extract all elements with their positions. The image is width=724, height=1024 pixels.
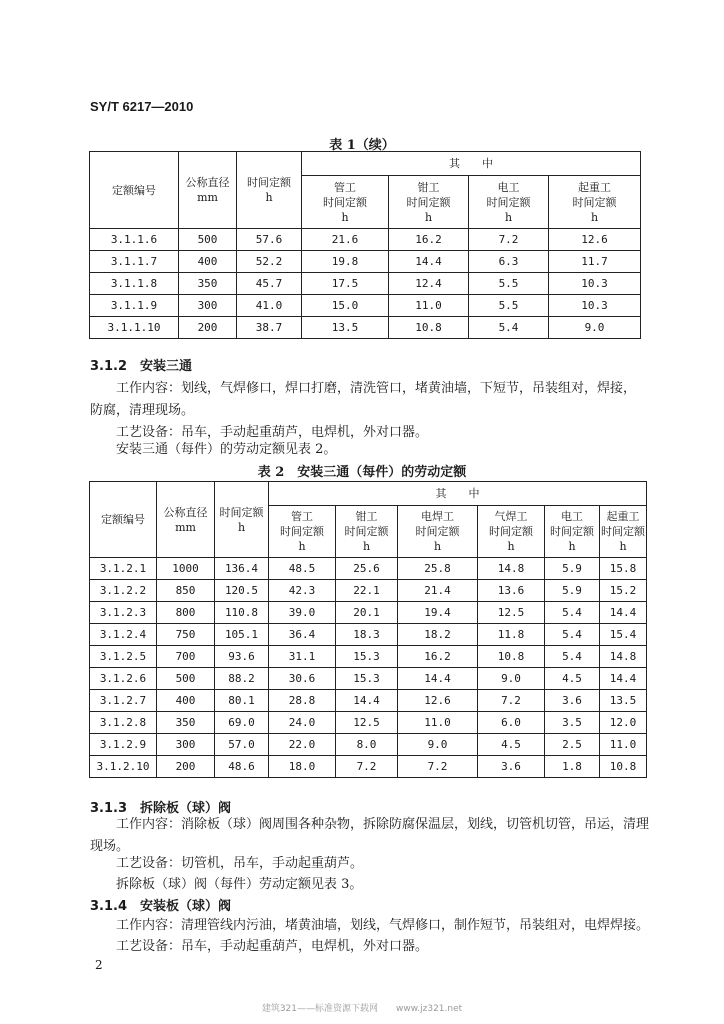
section-3-1-3-work: 工作内容：消除板（球）阀周围各种杂物，拆除防腐保温层，划线，切管机切管，吊运，清理现场。 [90, 817, 650, 854]
table-cell: 850 [157, 580, 215, 602]
header-text: h [504, 210, 513, 224]
table-cell: 42.3 [269, 580, 336, 602]
table-cell: 200 [179, 317, 237, 339]
table-cell: 5.5 [469, 273, 549, 295]
header-text: h [424, 210, 433, 224]
header-text: 钳工 [417, 180, 440, 194]
header-text: 时间定额 [247, 176, 291, 189]
table-cell: 30.6 [269, 668, 336, 690]
table-cell: 12.0 [600, 712, 647, 734]
table-cell: 14.4 [600, 602, 647, 624]
header-text: 管工 [291, 510, 313, 523]
header-cell-trade [398, 506, 478, 558]
table-cell: 8.0 [336, 734, 398, 756]
table-row [90, 624, 647, 646]
quota-code-cell: 3.1.2.10 [90, 756, 157, 778]
header-text: 时间定额 [415, 525, 460, 538]
section-3-1-2-work: 工作内容：划线，气焊修口，焊口打磨，清洗管口，堵黄油墙，下短节，吊装组对，焊接，防腐，清理现场。 [90, 381, 637, 418]
table-cell: 3.6 [478, 756, 545, 778]
table-cell: 20.1 [336, 602, 398, 624]
header-row [90, 482, 647, 506]
header-text: 公称直径 [163, 505, 208, 519]
table-cell: 136.4 [215, 558, 269, 580]
header-text: 起重工 [606, 510, 640, 523]
header-cell-time [237, 152, 302, 229]
page-number: 2 [95, 958, 103, 972]
table-cell: 5.9 [545, 558, 600, 580]
header-text: 电工 [497, 180, 520, 194]
table-cell: 750 [157, 624, 215, 646]
table-cell: 14.4 [398, 668, 478, 690]
table-cell: 11.8 [478, 624, 545, 646]
header-cell-among: 其 中 [269, 482, 647, 506]
table-cell: 4.5 [478, 734, 545, 756]
header-cell-trade [469, 176, 549, 229]
table-cell: 500 [179, 229, 237, 251]
table-cell: 7.2 [336, 756, 398, 778]
table-cell: 15.3 [336, 668, 398, 690]
section-number: 3.1.2 [90, 359, 128, 374]
table-cell: 14.4 [336, 690, 398, 712]
header-text: mm [175, 520, 196, 534]
table-row [90, 273, 641, 295]
header-text: h [433, 540, 442, 553]
table-cell: 11.0 [398, 712, 478, 734]
quota-code-cell: 3.1.2.8 [90, 712, 157, 734]
table-cell: 400 [179, 251, 237, 273]
header-text: 时间定额 [486, 195, 531, 209]
header-cell-among: 其 中 [302, 152, 641, 176]
table-cell: 69.0 [215, 712, 269, 734]
table-cell: 5.4 [545, 646, 600, 668]
header-text: 时间定额 [572, 195, 617, 209]
header-cell-trade [545, 506, 600, 558]
table-row [90, 295, 641, 317]
table-cell: 9.0 [478, 668, 545, 690]
table-cell: 52.2 [237, 251, 302, 273]
section-3-1-4-equip: 工艺设备：吊车，手动起重葫芦，电焊机，外对口器。 [116, 939, 429, 954]
header-text: 时间定额 [344, 525, 389, 538]
table-row [90, 251, 641, 273]
header-row [90, 152, 641, 176]
table-cell: 12.6 [398, 690, 478, 712]
table-cell: 5.5 [469, 295, 549, 317]
quota-code-cell: 3.1.1.6 [90, 229, 179, 251]
table-cell: 28.8 [269, 690, 336, 712]
table-cell: 5.4 [545, 602, 600, 624]
table-cell: 38.7 [237, 317, 302, 339]
quota-code-cell: 3.1.2.3 [90, 602, 157, 624]
section-title: 安装三通 [140, 359, 193, 374]
table-cell: 4.5 [545, 668, 600, 690]
section-3-1-2-note: 安装三通（每件）的劳动定额见表 2。 [116, 442, 337, 457]
header-text: h [237, 520, 246, 534]
table-cell: 110.8 [215, 602, 269, 624]
table-cell: 25.8 [398, 558, 478, 580]
table-cell: 18.0 [269, 756, 336, 778]
table-cell: 5.4 [545, 624, 600, 646]
table-cell: 88.2 [215, 668, 269, 690]
table-cell: 400 [157, 690, 215, 712]
table-cell: 200 [157, 756, 215, 778]
header-text: 时间定额 [406, 195, 451, 209]
section-3-1-2-equip: 工艺设备：吊车，手动起重葫芦，电焊机，外对口器。 [116, 425, 429, 440]
header-cell-code: 定额编号 [90, 482, 157, 558]
table-cell: 93.6 [215, 646, 269, 668]
table-cell: 17.5 [302, 273, 389, 295]
table-cell: 5.9 [545, 580, 600, 602]
section-3-1-3-note: 拆除板（球）阀（每件）劳动定额见表 3。 [116, 877, 363, 892]
table-cell: 12.5 [478, 602, 545, 624]
table-cell: 5.4 [469, 317, 549, 339]
table-cell: 11.0 [600, 734, 647, 756]
table-cell: 18.2 [398, 624, 478, 646]
table-cell: 3.5 [545, 712, 600, 734]
header-text: h [619, 540, 627, 553]
table-cell: 41.0 [237, 295, 302, 317]
table-cell: 57.0 [215, 734, 269, 756]
quota-code-cell: 3.1.2.5 [90, 646, 157, 668]
header-text: mm [197, 191, 218, 204]
table-cell: 48.6 [215, 756, 269, 778]
table-cell: 10.3 [549, 273, 641, 295]
header-cell-diameter [157, 482, 215, 558]
table-cell: 350 [179, 273, 237, 295]
table-cell: 22.1 [336, 580, 398, 602]
table-cell: 7.2 [478, 690, 545, 712]
table-cell: 57.6 [237, 229, 302, 251]
table-cell: 14.8 [600, 646, 647, 668]
table-row [90, 580, 647, 602]
table-cell: 800 [157, 602, 215, 624]
header-text: 电焊工 [421, 510, 454, 523]
table-cell: 11.0 [389, 295, 469, 317]
table-cell: 15.3 [336, 646, 398, 668]
standard-code: SY/T 6217—2010 [90, 99, 194, 114]
table-cell: 350 [157, 712, 215, 734]
section-title: 安装板（球）阀 [140, 899, 232, 914]
header-text: 时间定额 [323, 195, 367, 209]
header-text: 时间定额 [219, 505, 264, 519]
section-3-1-3-equip: 工艺设备：切管机，吊车，手动起重葫芦。 [116, 856, 364, 871]
header-text: 起重工 [578, 180, 611, 194]
table-cell: 15.4 [600, 624, 647, 646]
header-text: 时间定额 [550, 525, 594, 538]
table-1-caption: 表 1（续） [329, 138, 395, 153]
quota-code-cell: 3.1.2.2 [90, 580, 157, 602]
table-cell: 300 [179, 295, 237, 317]
table-cell: 18.3 [336, 624, 398, 646]
table-cell: 14.4 [600, 668, 647, 690]
table-cell: 2.5 [545, 734, 600, 756]
header-text: h [298, 540, 306, 553]
header-text: h [265, 191, 273, 204]
table-cell: 9.0 [398, 734, 478, 756]
table-row [90, 712, 647, 734]
table-row [90, 756, 647, 778]
header-text: 气焊工 [494, 510, 528, 523]
table-cell: 700 [157, 646, 215, 668]
table-cell: 14.4 [389, 251, 469, 273]
header-text: 时间定额 [280, 525, 324, 538]
table-cell: 7.2 [398, 756, 478, 778]
table-cell: 48.5 [269, 558, 336, 580]
table-cell: 12.6 [549, 229, 641, 251]
header-text: h [568, 540, 576, 553]
table-row [90, 734, 647, 756]
table-row [90, 668, 647, 690]
table-row [90, 602, 647, 624]
section-number: 3.1.4 [90, 899, 128, 914]
table-cell: 16.2 [398, 646, 478, 668]
header-cell-trade [269, 506, 336, 558]
table-cell: 10.8 [389, 317, 469, 339]
quota-code-cell: 3.1.1.8 [90, 273, 179, 295]
header-cell-trade [336, 506, 398, 558]
table-row [90, 229, 641, 251]
table-cell: 16.2 [389, 229, 469, 251]
table-cell: 15.2 [600, 580, 647, 602]
table-cell: 39.0 [269, 602, 336, 624]
table-cell: 13.5 [302, 317, 389, 339]
quota-code-cell: 3.1.2.6 [90, 668, 157, 690]
table-cell: 11.7 [549, 251, 641, 273]
table-cell: 12.5 [336, 712, 398, 734]
table-row [90, 646, 647, 668]
table-cell: 13.5 [600, 690, 647, 712]
table-cell: 7.2 [469, 229, 549, 251]
header-text: h [341, 210, 349, 224]
table-cell: 6.3 [469, 251, 549, 273]
header-text: 管工 [334, 180, 356, 194]
quota-code-cell: 3.1.2.7 [90, 690, 157, 712]
section-3-1-4-work: 工作内容：清理管线内污油，堵黄油墙，划线，气焊修口，制作短节，吊装组对，电焊焊接。 [116, 918, 650, 933]
header-cell-trade [600, 506, 647, 558]
table-cell: 19.8 [302, 251, 389, 273]
header-cell-trade [389, 176, 469, 229]
header-cell-code: 定额编号 [90, 152, 179, 229]
table-cell: 25.6 [336, 558, 398, 580]
table-cell: 500 [157, 668, 215, 690]
table-2-caption: 表 2 安装三通（每件）的劳动定额 [257, 465, 467, 480]
section-number: 3.1.3 [90, 801, 128, 816]
table-2 [89, 481, 647, 778]
table-cell: 36.4 [269, 624, 336, 646]
table-cell: 10.3 [549, 295, 641, 317]
table-cell: 22.0 [269, 734, 336, 756]
header-text: h [590, 210, 599, 224]
header-text: h [362, 540, 371, 553]
table-cell: 15.8 [600, 558, 647, 580]
table-cell: 14.8 [478, 558, 545, 580]
table-cell: 1000 [157, 558, 215, 580]
table-cell: 24.0 [269, 712, 336, 734]
table-cell: 19.4 [398, 602, 478, 624]
quota-code-cell: 3.1.1.9 [90, 295, 179, 317]
section-3-1-2-heading [90, 356, 192, 378]
table-cell: 9.0 [549, 317, 641, 339]
quota-code-cell: 3.1.1.7 [90, 251, 179, 273]
table-cell: 3.6 [545, 690, 600, 712]
quota-code-cell: 3.1.2.9 [90, 734, 157, 756]
header-text: 钳工 [355, 510, 378, 523]
quota-code-cell: 3.1.1.10 [90, 317, 179, 339]
table-row [90, 317, 641, 339]
section-title: 拆除板（球）阀 [140, 801, 232, 816]
footer-watermark: 建筑321——标准资源下载网 www.jz321.net [261, 1004, 463, 1014]
header-text: 时间定额 [489, 525, 533, 538]
table-cell: 1.8 [545, 756, 600, 778]
header-cell-diameter [179, 152, 237, 229]
table-cell: 45.7 [237, 273, 302, 295]
header-text: 时间定额 [601, 525, 645, 538]
header-text: h [507, 540, 515, 553]
table-cell: 12.4 [389, 273, 469, 295]
table-cell: 105.1 [215, 624, 269, 646]
header-cell-trade [478, 506, 545, 558]
table-cell: 21.4 [398, 580, 478, 602]
table-cell: 31.1 [269, 646, 336, 668]
header-cell-trade [549, 176, 641, 229]
table-cell: 10.8 [478, 646, 545, 668]
table-row [90, 690, 647, 712]
table-row [90, 558, 647, 580]
table-cell: 300 [157, 734, 215, 756]
table-cell: 6.0 [478, 712, 545, 734]
quota-code-cell: 3.1.2.1 [90, 558, 157, 580]
table-cell: 120.5 [215, 580, 269, 602]
table-cell: 13.6 [478, 580, 545, 602]
header-cell-trade [302, 176, 389, 229]
table-cell: 21.6 [302, 229, 389, 251]
header-cell-time [215, 482, 269, 558]
table-1 [89, 151, 641, 339]
table-cell: 15.0 [302, 295, 389, 317]
quota-code-cell: 3.1.2.4 [90, 624, 157, 646]
header-text: 公称直径 [185, 176, 230, 189]
table-cell: 80.1 [215, 690, 269, 712]
header-text: 电工 [561, 510, 583, 523]
table-cell: 10.8 [600, 756, 647, 778]
